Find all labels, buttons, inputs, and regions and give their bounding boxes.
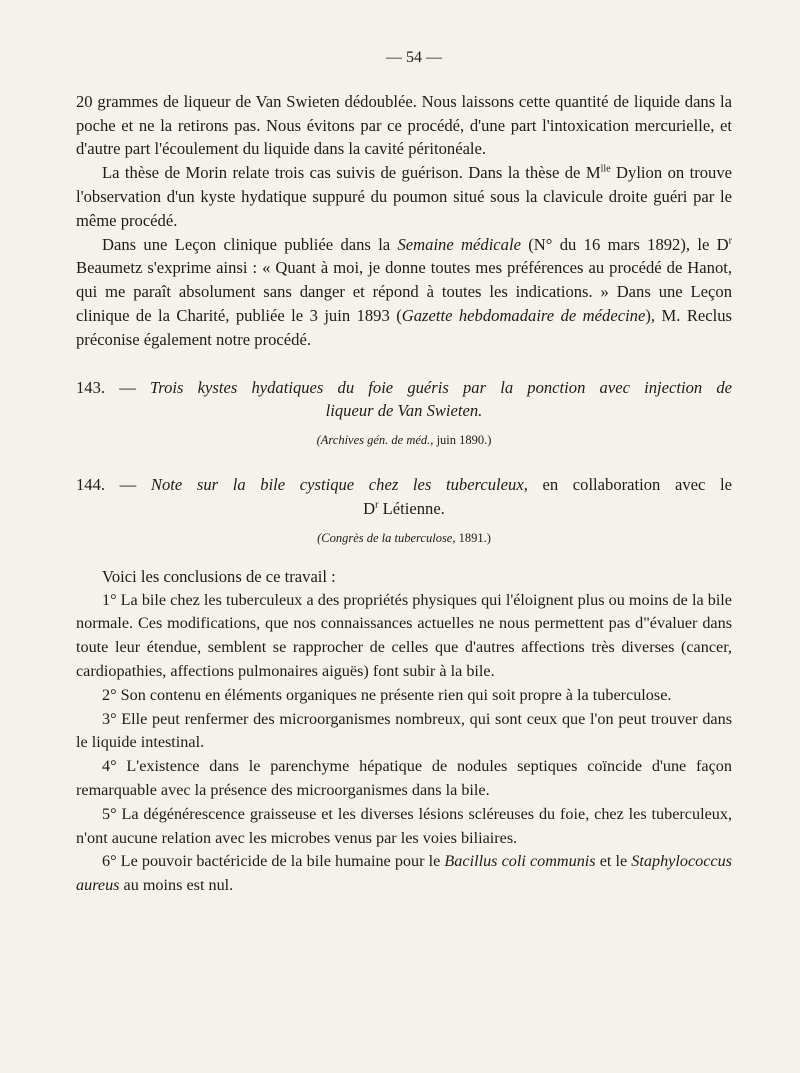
- entry-title: Note sur la bile cystique chez les tuberculeux: [150, 475, 524, 495]
- entry-source: (Archives gén. de méd., juin 1890.): [316, 433, 492, 448]
- conclusion-5: 5° La dégénérescence graisseuse et les diverses lésions scléreuses du foie, chez les tuberculeux, n'ont aucune relation avec les microbes venus par les voies biliaires.: [76, 804, 732, 847]
- entry-144: 144. — Note sur la bile cystique chez les tuberculeux, en collaboration avec le $D^r$ Létienne. (Congrès de la tuberculose, 1891.): [76, 475, 732, 545]
- paragraph-morin-thesis: La thèse de Morin relate trois cas suivis de guérison. Dans la thèse de $M^{lle}$ Dylion on trouve l'observation d'un kyste hydatique suppuré du poumon situé sous la clavicule droite guéri par le même procédé.: [76, 163, 732, 230]
- conclusion-4: 4° L'existence dans le parenchyme hépatique de nodules septiques coïncide d'une façon remarquable avec la présence des microorganismes dans la bile.: [76, 757, 732, 799]
- paragraph-lecon-clinique: Dans une Leçon clinique publiée dans la Semaine médicale (N° du 16 mars 1892), le $D^r$ Beaumetz s'exprime ainsi : « Quant à moi, je donne toutes mes préférences au procédé de Hanot, qui me paraît absolument sans danger et répond à toutes les indications. » Dans une Leçon clinique de la Charité, publiée le 3 juin 1893 (Gazette hebdomadaire de médecine), M. Reclus préconise également notre procédé.: [76, 234, 732, 349]
- entry-143: [76, 376, 732, 450]
- conclusion-1: 1° La bile chez les tuberculeux a des propriétés physiques qui l'éloignent plus ou moins de la bile normale. Ces modifications, que nos connaissances actuelles ne nous permettent pas d"évaluer dans toute leur étendue, semblent se rapprocher de celles que d'autres affections très diverses (cancer, cardiopathies, affections pulmonaires aiguës) font subir à la bile.: [76, 590, 732, 680]
- paragraph-hanot-procedure: 20 grammes de liqueur de Van Swieten dédoublée. Nous laissons cette quantité de liquide dans la poche et ne la retirons pas. Nous évitons par ce procédé, d'une part l'intoxication mercurielle, et d'autre part l'écoulement du liquide dans la cavité péritonéale.: [76, 91, 732, 159]
- entry-coauthor: $D^r$ Létienne.: [363, 498, 445, 518]
- conclusions: [76, 565, 732, 898]
- entry-number: 144. —: [76, 475, 151, 495]
- page-number: — 54 —: [386, 49, 442, 66]
- conclusion-2: 2° Son contenu en éléments organiques ne présente rien qui soit propre à la tuberculose.: [102, 685, 672, 704]
- conclusions-intro: Voici les conclusions de ce travail :: [102, 566, 336, 586]
- entry-source: (Congrès de la tuberculose, 1891.): [317, 530, 491, 545]
- entry-title-continued: liqueur de Van Swieten.: [325, 401, 483, 421]
- conclusion-6: 6° Le pouvoir bactéricide de la bile humaine pour le Bacillus coli communis et le Staphylococcus aureus au moins est nul.: [76, 852, 732, 895]
- entry-title: Trois kystes hydatiques du foie guéris par la ponction avec injection de: [149, 377, 732, 397]
- document-page: [76, 46, 732, 898]
- entry-number: 143. —: [76, 377, 150, 397]
- conclusion-3: 3° Elle peut renfermer des microorganismes nombreux, qui sont ceux que l'on peut trouver dans le liquide intestinal.: [76, 709, 732, 752]
